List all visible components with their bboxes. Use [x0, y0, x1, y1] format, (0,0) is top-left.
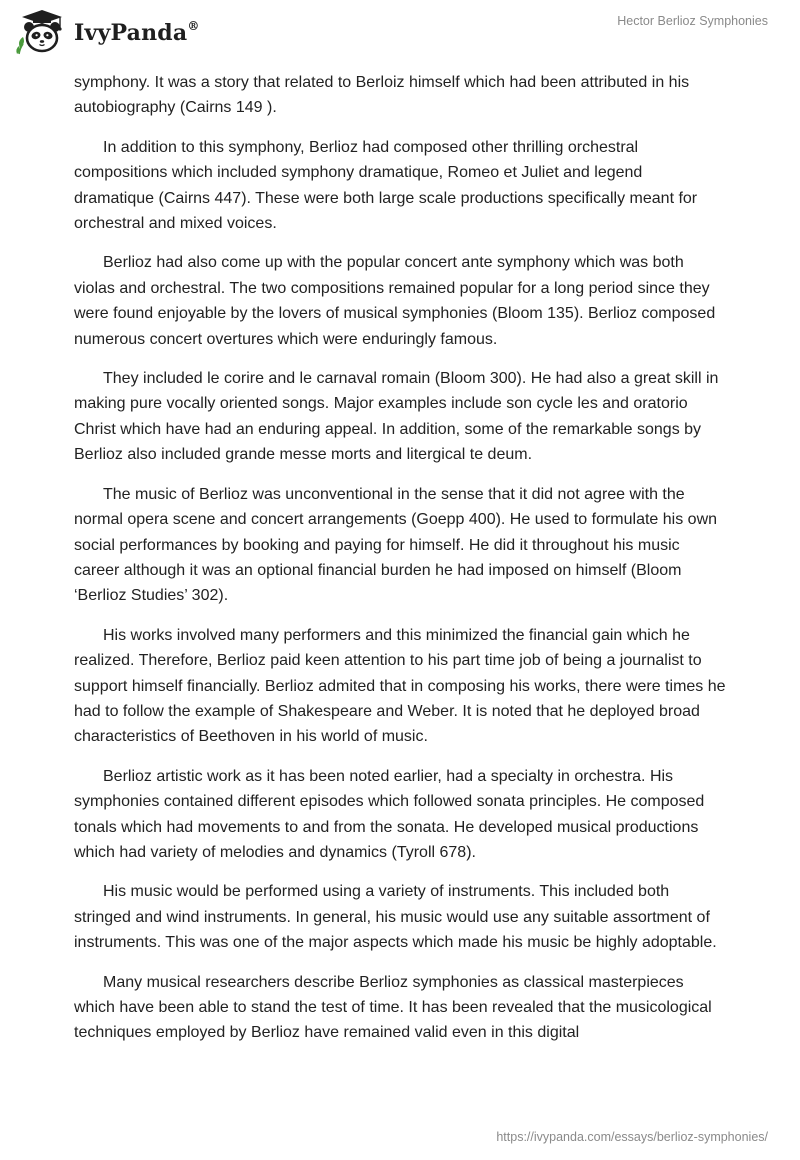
document-title: Hector Berlioz Symphonies: [617, 14, 768, 28]
paragraph: His works involved many performers and this minimized the financial gain which he realized. Therefore, Berlioz paid keen attention to his part time job of being a journalist to support himself financially. Berlioz admited that in composing his works, there were times he had to follow the example of Shakespeare and Weber. It is noted that he deployed broad characteristics of Beethoven in his world of music.: [74, 626, 726, 746]
paragraph: Berlioz had also come up with the popular concert ante symphony which was both violas and orchestral. The two compositions remained popular for a long period since they were found enjoyable by the lovers of musical symphonies (Bloom 135). Berlioz composed numerous concert overtures which were enduringly famous.: [74, 254, 716, 348]
logo-wordmark: IvyPanda®: [74, 18, 200, 46]
paragraph: Berlioz artistic work as it has been noted earlier, had a specialty in orchestra. His symphonies contained different episodes which followed sonata principles. He composed tonals which had movements to and from the sonata. He developed musical productions which had variety of melodies and dynamics (Tyroll 678).: [74, 767, 705, 861]
panda-graduate-icon: [14, 8, 70, 56]
paragraph: symphony. It was a story that related to Berloiz himself which had been attributed in his autobiography (Cairns 149 ).: [74, 74, 690, 117]
paragraph: His music would be performed using a variety of instruments. This included both stringed and wind instruments. In general, his music would use any suitable assortment of instruments. This was one of the major aspects which made his music be highly adoptable.: [74, 883, 717, 952]
essay-body: [74, 70, 726, 1060]
source-url[interactable]: https://ivypanda.com/essays/berlioz-symphonies/: [496, 1130, 768, 1144]
ivypanda-logo[interactable]: [14, 8, 200, 56]
paragraph: The music of Berlioz was unconventional in the sense that it did not agree with the normal opera scene and concert arrangements (Goepp 400). He used to formulate his own social performances by booking and paying for himself. He did it throughout his music career although it was an optional financial burden he had imposed on himself (Bloom ‘Berlioz Studies’ 302).: [74, 485, 718, 605]
paragraph: In addition to this symphony, Berlioz had composed other thrilling orchestral compositions which included symphony dramatique, Romeo et Juliet and legend dramatique (Cairns 447). These were both large scale productions specifically meant for orchestral and mixed voices.: [74, 138, 698, 233]
paragraph: Many musical researchers describe Berlioz symphonies as classical masterpieces which have been able to stand the test of time. It has been revealed that the musicological techniques employed by Berlioz have remained valid even in this digital: [74, 973, 712, 1042]
page-header: [0, 0, 800, 70]
paragraph: They included le corire and le carnaval romain (Bloom 300). He had also a great skill in making pure vocally oriented songs. Major examples include son cycle les and oratorio Christ which have had an enduring appeal. In addition, some of the remarkable songs by Berlioz also included grande messe morts and litergical te deum.: [74, 370, 719, 464]
